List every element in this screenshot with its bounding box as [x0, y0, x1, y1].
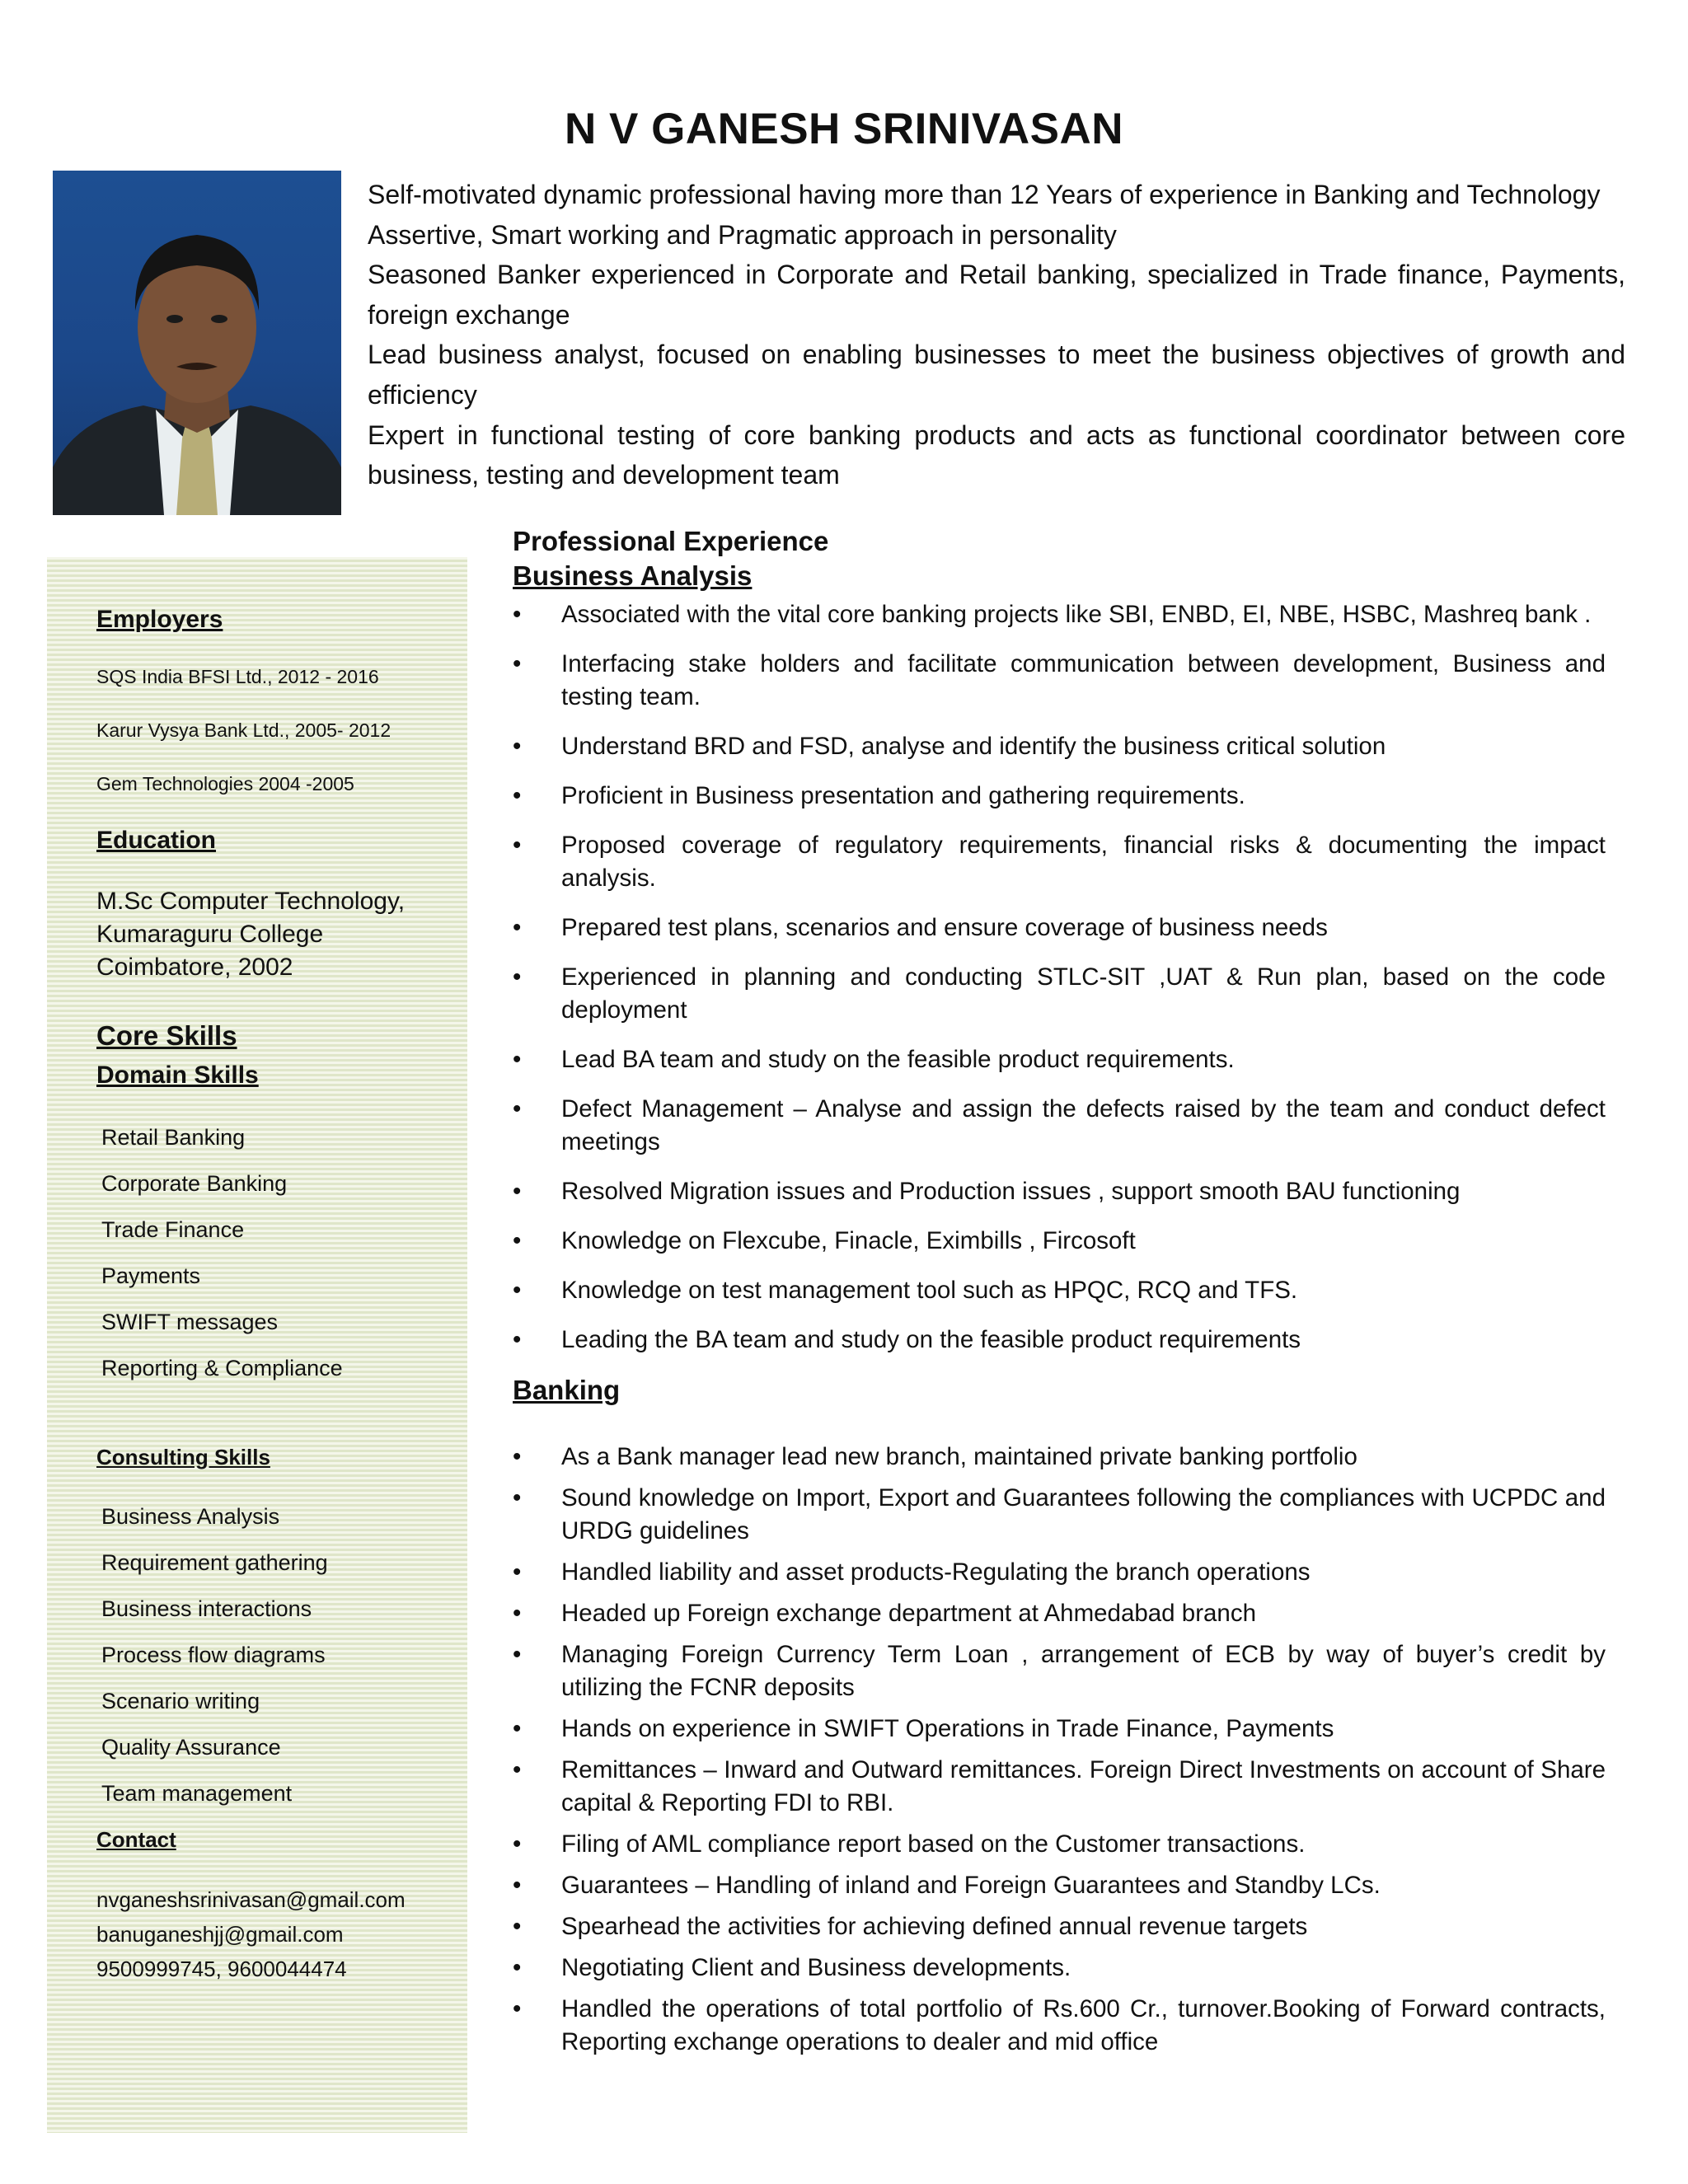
bullet-icon: •: [513, 650, 522, 677]
profile-photo: [53, 171, 341, 515]
bullet-icon: •: [513, 782, 522, 809]
banking-heading: Banking: [513, 1375, 621, 1405]
list-item-text: Leading the BA team and study on the feasible product requirements: [561, 1326, 1301, 1353]
bullet-icon: •: [513, 1872, 522, 1899]
list-item-text: Interfacing stake holders and facilitate communication between development, Business and testing team.: [561, 650, 1606, 710]
consulting-skill-item: Business interactions: [101, 1596, 312, 1621]
list-item-text: Sound knowledge on Import, Export and Guarantees following the compliances with UCPDC and URDG guidelines: [561, 1484, 1606, 1544]
list-item-text: Filing of AML compliance report based on the Customer transactions.: [561, 1830, 1306, 1858]
domain-skill-item: Corporate Banking: [101, 1171, 288, 1196]
contact-email[interactable]: banuganeshjj@gmail.com: [96, 1922, 344, 1947]
list-item: [513, 1043, 1606, 1076]
list-item-text: Hands on experience in SWIFT Operations in Trade Finance, Payments: [561, 1715, 1334, 1742]
list-item-text: Proficient in Business presentation and gathering requirements.: [561, 782, 1245, 809]
bullet-icon: •: [513, 1830, 522, 1858]
education-line: Coimbatore, 2002: [96, 954, 293, 981]
bullet-icon: •: [513, 1715, 522, 1742]
list-item: [513, 1556, 1606, 1589]
list-item-text: Spearhead the activities for achieving defined annual revenue targets: [561, 1913, 1308, 1940]
consulting-skill-item: Business Analysis: [101, 1504, 280, 1529]
list-item: [513, 912, 1606, 944]
education-heading: Education: [96, 827, 217, 854]
contact-email[interactable]: nvganeshsrinivasan@gmail.com: [96, 1887, 406, 1912]
bullet-icon: •: [513, 601, 522, 628]
bullet-icon: •: [513, 1600, 522, 1627]
list-item: [513, 1869, 1606, 1902]
bullet-icon: •: [513, 1277, 522, 1304]
list-item-text: Guarantees – Handling of inland and Foreign Guarantees and Standby LCs.: [561, 1872, 1381, 1899]
list-item: [513, 1093, 1606, 1159]
bullet-icon: •: [513, 1443, 522, 1470]
employer-item: Karur Vysya Bank Ltd., 2005- 2012: [96, 719, 392, 741]
summary-line: Lead business analyst, focused on enabling businesses to meet the business objectives of growth and efficiency: [368, 340, 1625, 410]
bullet-icon: •: [513, 1046, 522, 1073]
list-item: [513, 1828, 1606, 1861]
list-item-text: Experienced in planning and conducting STLC-SIT ,UAT & Run plan, based on the code deployment: [561, 963, 1606, 1024]
bullet-icon: •: [513, 1227, 522, 1254]
bullet-icon: •: [513, 1178, 522, 1205]
core-skills-heading: Core Skills: [96, 1020, 237, 1051]
list-item-text: Understand BRD and FSD, analyse and identify the business critical solution: [561, 733, 1386, 760]
list-item-text: Knowledge on test management tool such as HPQC, RCQ and TFS.: [561, 1277, 1298, 1304]
list-item-text: Defect Management – Analyse and assign the defects raised by the team and conduct defect meetings: [561, 1095, 1606, 1155]
list-item: [513, 730, 1606, 763]
experience-heading: Professional Experience: [513, 526, 829, 556]
list-item: [513, 1638, 1606, 1704]
list-item: [513, 1910, 1606, 1943]
consulting-skill-item: Requirement gathering: [101, 1550, 328, 1575]
bullet-icon: •: [513, 1326, 522, 1353]
list-item: [513, 1225, 1606, 1258]
employer-item: SQS India BFSI Ltd., 2012 - 2016: [96, 666, 379, 687]
consulting-skill-item: Quality Assurance: [101, 1735, 281, 1760]
banking-list: [513, 1441, 1606, 2067]
employer-item: Gem Technologies 2004 -2005: [96, 773, 354, 794]
domain-skill-item: SWIFT messages: [101, 1310, 279, 1334]
list-item: [513, 829, 1606, 895]
business-analysis-heading: Business Analysis: [513, 560, 753, 591]
consulting-skills-heading: Consulting Skills: [96, 1445, 270, 1469]
domain-skill-item: Trade Finance: [101, 1217, 245, 1242]
bullet-icon: •: [513, 1641, 522, 1668]
list-item: [513, 1441, 1606, 1474]
list-item-text: Lead BA team and study on the feasible product requirements.: [561, 1046, 1235, 1073]
bullet-icon: •: [513, 1095, 522, 1122]
summary-line: Assertive, Smart working and Pragmatic approach in personality: [368, 219, 1117, 250]
list-item-text: Handled liability and asset products-Regulating the branch operations: [561, 1558, 1311, 1586]
list-item-text: Associated with the vital core banking projects like SBI, ENBD, EI, NBE, HSBC, Mashreq bank .: [561, 601, 1592, 628]
sidebar: [47, 557, 467, 2133]
list-item: [513, 1597, 1606, 1630]
summary-line: Expert in functional testing of core banking products and acts as functional coordinator between core business, testing and development team: [368, 419, 1625, 490]
domain-skills-heading: Domain Skills: [96, 1062, 259, 1089]
list-item-text: Negotiating Client and Business developments.: [561, 1954, 1071, 1981]
bullet-icon: •: [513, 914, 522, 941]
list-item-text: Resolved Migration issues and Production issues , support smooth BAU functioning: [561, 1178, 1461, 1205]
consulting-skill-item: Team management: [101, 1781, 293, 1806]
bullet-icon: •: [513, 733, 522, 760]
domain-skill-item: Reporting & Compliance: [101, 1356, 343, 1380]
list-item-text: Managing Foreign Currency Term Loan , arrangement of ECB by way of buyer’s credit by utilizing the FCNR deposits: [561, 1641, 1606, 1701]
bullet-icon: •: [513, 832, 522, 859]
list-item: [513, 1993, 1606, 2059]
consulting-skill-item: Process flow diagrams: [101, 1643, 326, 1667]
domain-skill-item: Payments: [101, 1263, 201, 1288]
business-analysis-list: [513, 598, 1606, 1373]
list-item-text: Remittances – Inward and Outward remittances. Foreign Direct Investments on account of Share capital & Reporting FDI to RBI.: [561, 1756, 1606, 1816]
bullet-icon: •: [513, 1913, 522, 1940]
summary-line: Self-motivated dynamic professional having more than 12 Years of experience in Banking and Technology: [368, 180, 1601, 209]
list-item: [513, 1175, 1606, 1208]
employers-heading: Employers: [96, 606, 223, 633]
education-line: M.Sc Computer Technology,: [96, 888, 406, 915]
list-item: [513, 648, 1606, 714]
consulting-skill-item: Scenario writing: [101, 1689, 260, 1713]
bullet-icon: •: [513, 1954, 522, 1981]
education-line: Kumaraguru College: [96, 921, 324, 948]
list-item: [513, 1713, 1606, 1746]
candidate-name: N V GANESH SRINIVASAN: [565, 105, 1123, 153]
list-item: [513, 780, 1606, 813]
list-item: [513, 1274, 1606, 1307]
contact-phone: 9500999745, 9600044474: [96, 1957, 347, 1981]
list-item: [513, 1754, 1606, 1820]
summary-line: Seasoned Banker experienced in Corporate and Retail banking, specialized in Trade finance, Payments, foreign exchange: [368, 260, 1625, 330]
list-item-text: Prepared test plans, scenarios and ensure coverage of business needs: [561, 914, 1328, 941]
domain-skill-item: Retail Banking: [101, 1125, 246, 1150]
contact-heading: Contact: [96, 1827, 176, 1852]
list-item-text: Headed up Foreign exchange department at Ahmedabad branch: [561, 1600, 1256, 1627]
list-item-text: As a Bank manager lead new branch, maintained private banking portfolio: [561, 1443, 1357, 1470]
list-item-text: Proposed coverage of regulatory requirements, financial risks & documenting the impact analysis.: [561, 832, 1606, 892]
list-item: [513, 598, 1606, 631]
profile-summary: [368, 175, 1625, 495]
list-item-text: Handled the operations of total portfolio of Rs.600 Cr., turnover.Booking of Forward contracts, Reporting exchange operations to dealer and mid office: [561, 1995, 1606, 2055]
bullet-icon: •: [513, 1484, 522, 1511]
list-item: [513, 1324, 1606, 1357]
bullet-icon: •: [513, 1756, 522, 1783]
bullet-icon: •: [513, 1995, 522, 2022]
list-item: [513, 1952, 1606, 1985]
list-item: [513, 1482, 1606, 1548]
bullet-icon: •: [513, 963, 522, 991]
list-item: [513, 961, 1606, 1027]
list-item-text: Knowledge on Flexcube, Finacle, Eximbills , Fircosoft: [561, 1227, 1136, 1254]
bullet-icon: •: [513, 1558, 522, 1586]
